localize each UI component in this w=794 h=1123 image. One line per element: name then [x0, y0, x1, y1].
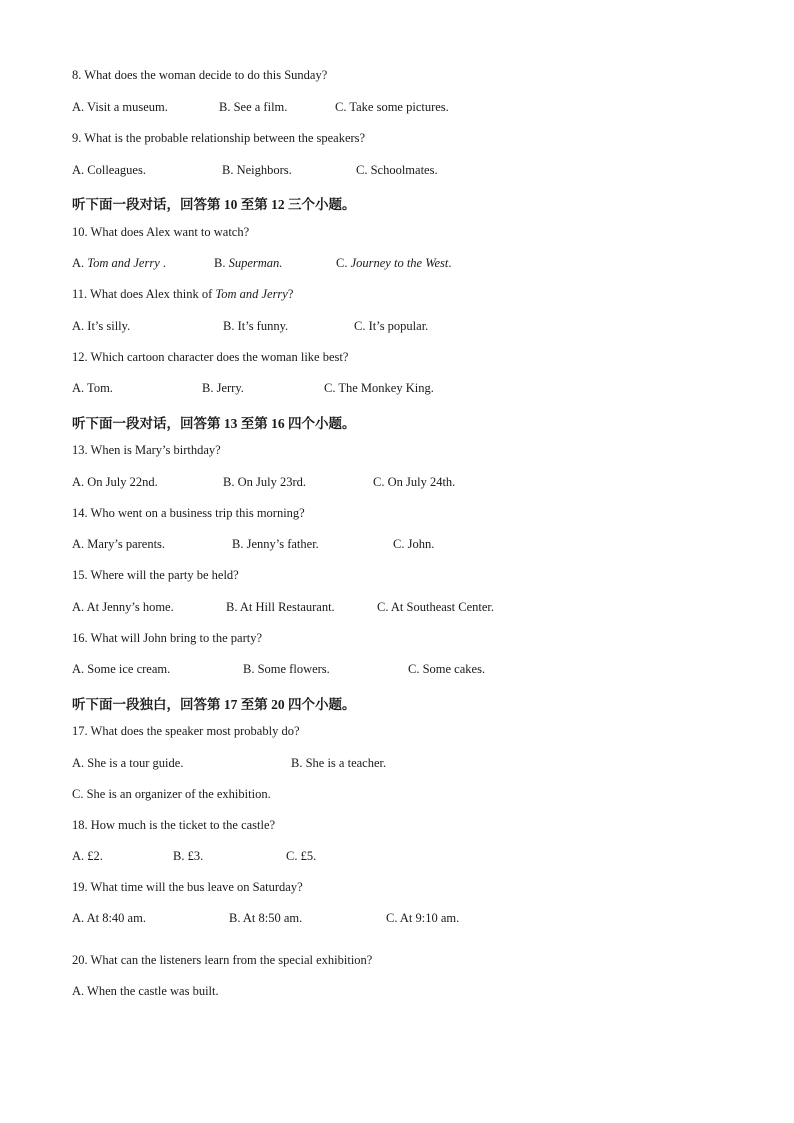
- option-a: A. On July 22nd.: [72, 475, 158, 489]
- option-a: A. It’s silly.: [72, 319, 131, 333]
- option-b: B. It’s funny.: [223, 319, 289, 333]
- question-stem: 8. What does the woman decide to do this Sunday?: [72, 68, 328, 82]
- option-a: A. Some ice cream.: [72, 662, 171, 676]
- option-b: B. Superman.: [214, 256, 283, 270]
- option-c: C. £5.: [286, 849, 317, 863]
- question-stem: 10. What does Alex want to watch?: [72, 225, 250, 239]
- option-b: B. At 8:50 am.: [229, 911, 303, 925]
- option-b: B. Jerry.: [202, 381, 244, 395]
- option-c: C. She is an organizer of the exhibition.: [72, 787, 271, 801]
- option-b: B. £3.: [173, 849, 204, 863]
- option-a: A. At 8:40 am.: [72, 911, 146, 925]
- section-heading: 听下面一段对话，回答第 10 至第 12 三个小题。: [72, 197, 356, 212]
- option-a: A. Mary’s parents.: [72, 537, 166, 551]
- option-a: A. £2.: [72, 849, 103, 863]
- question-stem: 12. Which cartoon character does the woman like best?: [72, 350, 349, 364]
- option-a: A. Tom and Jerry .: [72, 256, 166, 270]
- option-a: A. At Jenny’s home.: [72, 600, 174, 614]
- option-a: A. Tom.: [72, 381, 113, 395]
- section-heading: 听下面一段独白，回答第 17 至第 20 四个小题。: [72, 697, 356, 712]
- question-stem: 19. What time will the bus leave on Saturday?: [72, 880, 303, 894]
- option-c: C. Journey to the West.: [336, 256, 452, 270]
- option-a: A. Visit a museum.: [72, 100, 168, 114]
- section-heading: 听下面一段对话，回答第 13 至第 16 四个小题。: [72, 416, 356, 431]
- option-c: C. At 9:10 am.: [386, 911, 460, 925]
- option-a: A. She is a tour guide.: [72, 756, 184, 770]
- option-c: C. Take some pictures.: [335, 100, 449, 114]
- option-b: B. On July 23rd.: [223, 475, 306, 489]
- question-stem: 20. What can the listeners learn from the special exhibition?: [72, 953, 373, 967]
- question-stem: 18. How much is the ticket to the castle?: [72, 818, 276, 832]
- option-c: C. John.: [393, 537, 435, 551]
- option-c: C. On July 24th.: [373, 475, 456, 489]
- option-c: C. The Monkey King.: [324, 381, 434, 395]
- option-c: C. Schoolmates.: [356, 163, 438, 177]
- question-stem: 14. Who went on a business trip this morning?: [72, 506, 305, 520]
- question-stem: 15. Where will the party be held?: [72, 568, 239, 582]
- option-a: A. Colleagues.: [72, 163, 146, 177]
- option-c: C. At Southeast Center.: [377, 600, 495, 614]
- option-c: C. It’s popular.: [354, 319, 429, 333]
- option-b: B. Neighbors.: [222, 163, 292, 177]
- option-a: A. When the castle was built.: [72, 984, 219, 998]
- question-stem: 17. What does the speaker most probably do?: [72, 724, 300, 738]
- option-b: B. Jenny’s father.: [232, 537, 319, 551]
- option-b: B. She is a teacher.: [291, 756, 387, 770]
- question-stem: 13. When is Mary’s birthday?: [72, 443, 221, 457]
- option-b: B. At Hill Restaurant.: [226, 600, 335, 614]
- option-b: B. Some flowers.: [243, 662, 330, 676]
- question-stem: 16. What will John bring to the party?: [72, 631, 263, 645]
- option-b: B. See a film.: [219, 100, 288, 114]
- question-stem: 11. What does Alex think of Tom and Jerry?: [72, 287, 294, 301]
- option-c: C. Some cakes.: [408, 662, 486, 676]
- question-stem: 9. What is the probable relationship between the speakers?: [72, 131, 366, 145]
